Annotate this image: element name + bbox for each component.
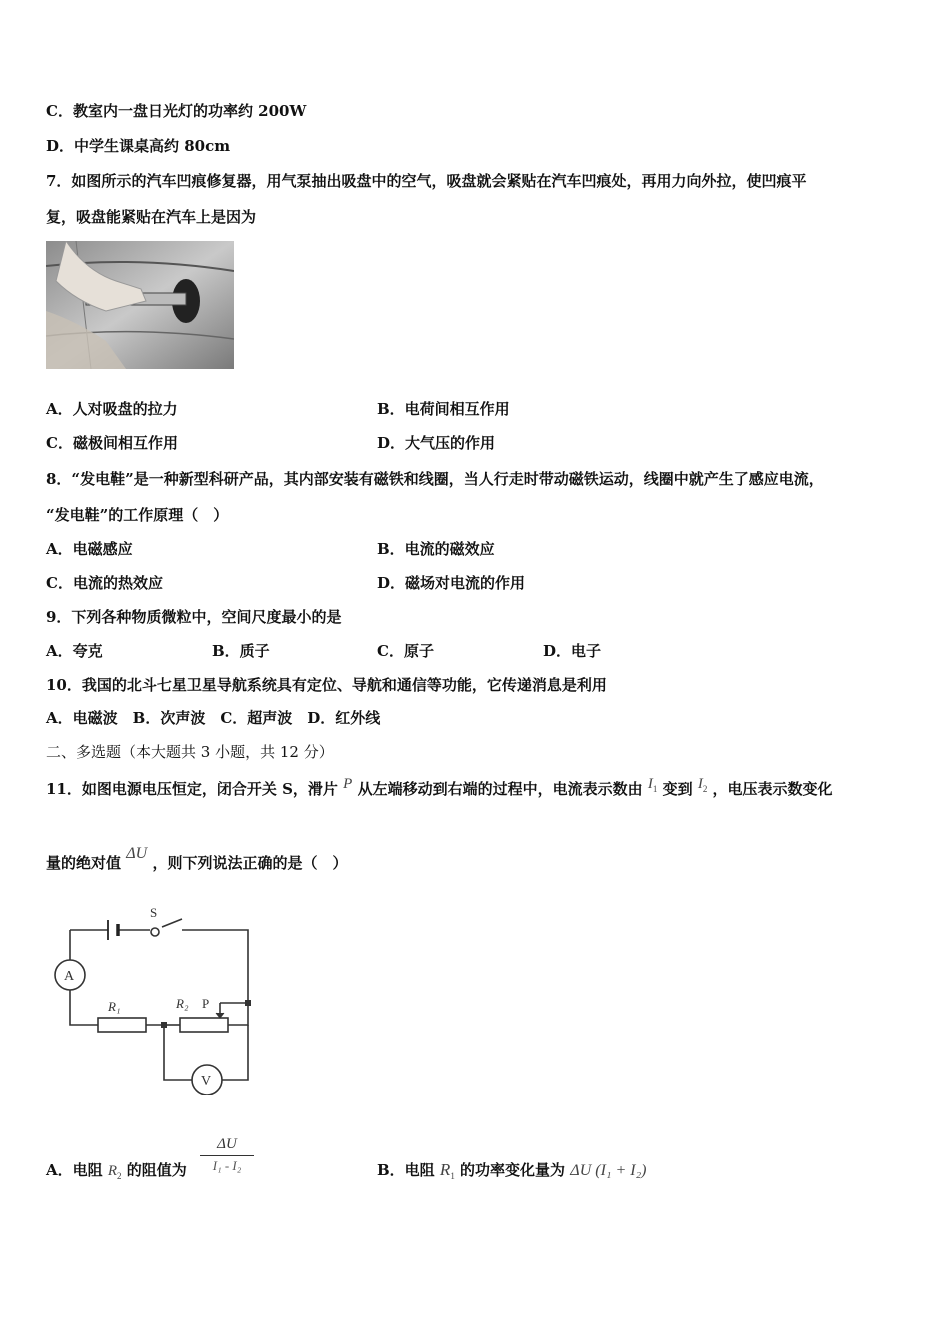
q11-stem-line1 bbox=[46, 776, 833, 805]
optB-expression: ΔU (I₁ + I₂) bbox=[570, 1162, 647, 1179]
frac-numerator: ΔU bbox=[217, 1136, 237, 1152]
q9-option-b: B．质子 bbox=[212, 642, 270, 660]
junction-right bbox=[245, 1000, 251, 1006]
q7-option-a: A．人对吸盘的拉力 bbox=[46, 400, 178, 418]
q11-var-p: P bbox=[343, 776, 353, 792]
q8-option-b: B．电流的磁效应 bbox=[377, 540, 495, 558]
q9-option-c: C．原子 bbox=[377, 642, 434, 660]
q10-stem: 10．我国的北斗七星卫星导航系统具有定位、导航和通信等功能，它传递消息是利用 bbox=[46, 676, 607, 694]
q8-stem-line1: 8．“发电鞋”是一种新型科研产品，其内部安装有磁铁和线圈，当人行走时带动磁铁运动，线圈中就产生了感应电流， bbox=[46, 470, 824, 488]
resistor-r1 bbox=[98, 1018, 146, 1032]
optB-r1: $R_1$ bbox=[439, 1160, 455, 1181]
frac-denominator: I₁ - I₂ bbox=[212, 1158, 242, 1173]
slider-label: P bbox=[202, 996, 210, 1011]
q11-text-b: 从左端移动到右端的过程中，电流表示数由 bbox=[357, 780, 643, 798]
q11-option-a: A．电阻 $R_2$ 的阻值为 bbox=[46, 1161, 187, 1181]
q11-text-e: 量的绝对值 bbox=[46, 854, 122, 872]
q9-stem: 9．下列各种物质微粒中，空间尺度最小的是 bbox=[46, 608, 342, 626]
q9-option-d: D．电子 bbox=[543, 642, 602, 660]
q6-option-c: C．教室内一盘日光灯的功率约 200W bbox=[46, 102, 307, 120]
q11-text-d: ，电压表示数变化 bbox=[712, 780, 833, 798]
q7-option-b: B．电荷间相互作用 bbox=[377, 400, 510, 418]
voltmeter-label: V bbox=[201, 1074, 212, 1089]
q11-var-i1: $I_1$ bbox=[647, 776, 658, 794]
q8-option-d: D．磁场对电流的作用 bbox=[377, 574, 526, 592]
section2-title: 二、多选题（本大题共 3 小题，共 12 分） bbox=[46, 743, 334, 761]
switch-label: S bbox=[150, 905, 158, 920]
q7-stem-line2: 复，吸盘能紧贴在汽车上是因为 bbox=[46, 208, 257, 226]
q11-option-b: B．电阻 $R_1$ 的功率变化量为 ΔU (I₁ + I₂) bbox=[377, 1160, 647, 1181]
ammeter-label: A bbox=[64, 969, 75, 984]
q7-option-d: D．大气压的作用 bbox=[377, 434, 496, 452]
q8-option-c: C．电流的热效应 bbox=[46, 574, 163, 592]
car-dent-repair-photo bbox=[46, 241, 234, 369]
r1-label: R₁ bbox=[108, 999, 121, 1014]
q10-options: A．电磁波 B．次声波 C．超声波 D．红外线 bbox=[46, 709, 381, 727]
q7-option-c: C．磁极间相互作用 bbox=[46, 434, 178, 452]
q11-delta-u: ΔU bbox=[126, 845, 148, 862]
q6-option-d: D．中学生课桌高约 80cm bbox=[46, 137, 231, 155]
q11-var-i2: $I_2$ bbox=[697, 776, 708, 794]
optA-r2: $R_2$ bbox=[107, 1163, 122, 1181]
q11-text-a: 11．如图电源电压恒定，闭合开关 S，滑片 bbox=[46, 780, 338, 798]
q9-option-a: A．夸克 bbox=[46, 642, 103, 660]
q11-text-f: ，则下列说法正确的是（ ） bbox=[152, 854, 348, 872]
rheostat-r2 bbox=[180, 1018, 228, 1032]
circuit-diagram bbox=[50, 905, 260, 1095]
switch-contact bbox=[151, 928, 159, 936]
q11-stem-line2 bbox=[46, 845, 348, 874]
r2-label: R₂ bbox=[176, 996, 189, 1011]
optA-fraction bbox=[200, 1136, 254, 1174]
q8-stem-line2: “发电鞋”的工作原理（ ） bbox=[46, 506, 229, 524]
junction-middle bbox=[161, 1022, 167, 1028]
q8-option-a: A．电磁感应 bbox=[46, 540, 133, 558]
q7-stem-line1: 7．如图所示的汽车凹痕修复器，用气泵抽出吸盘中的空气，吸盘就会紧贴在汽车凹痕处，再用力向外拉，使凹痕平 bbox=[46, 172, 807, 190]
q11-text-c: 变到 bbox=[662, 780, 693, 798]
